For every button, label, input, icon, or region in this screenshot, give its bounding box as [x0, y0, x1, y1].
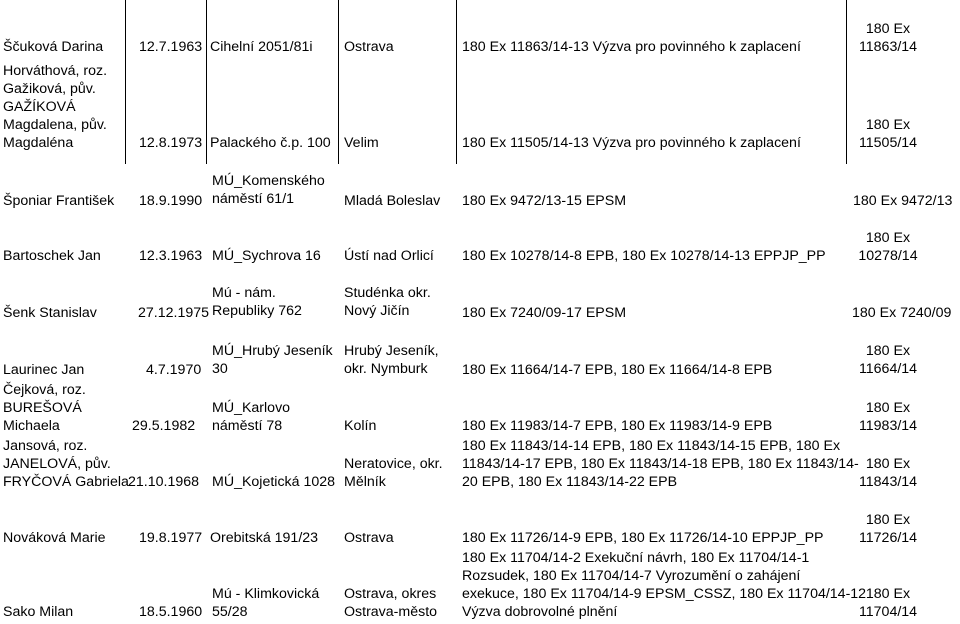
- ref-cell-line: 180 Ex: [865, 230, 911, 246]
- name-cell-line: Horváthová, roz.: [3, 63, 108, 79]
- address-cell-line: náměstí 78: [212, 418, 283, 434]
- name-cell-line: Magdaléna: [3, 135, 74, 151]
- name-cell-line: JANELOVÁ, pův.: [3, 456, 111, 472]
- file-cell: 180 Ex 11983/14-7 EPB, 180 Ex 11983/14-9 EPB: [462, 418, 773, 434]
- city-cell: Mladá Boleslav: [344, 193, 441, 209]
- date-cell: 4.7.1970: [146, 362, 202, 378]
- date-cell: 18.9.1990: [139, 193, 203, 209]
- address-cell-line: MÚ_Komenského: [212, 173, 325, 189]
- file-cell: 180 Ex 9472/13-15 EPSM: [462, 193, 627, 209]
- city-cell-line: Neratovice, okr.: [344, 456, 443, 472]
- name-cell-line: GAŽÍKOVÁ: [3, 99, 76, 115]
- ref-cell: 180 Ex 9472/13: [853, 193, 953, 209]
- city-cell-line: Mělník: [344, 474, 386, 490]
- ref-cell-line: 180 Ex: [865, 512, 911, 528]
- date-cell: 18.5.1960: [139, 604, 203, 620]
- file-cell-line: Výzva dobrovolné plnění: [462, 604, 618, 620]
- ref-cell-line: 11704/14: [858, 604, 918, 620]
- address-cell: Cihelní 2051/81i: [210, 39, 313, 55]
- file-cell: 180 Ex 7240/09-17 EPSM: [462, 305, 627, 321]
- ref-cell-line: 11983/14: [858, 418, 918, 434]
- address-cell-line: náměstí 61/1: [212, 191, 295, 207]
- name-cell: Šponiar František: [3, 193, 115, 209]
- city-cell-line: Studénka okr.: [344, 285, 431, 301]
- city-cell: Velim: [344, 135, 379, 151]
- date-cell: 27.12.1975: [138, 305, 210, 321]
- address-cell-line: MÚ_Karlovo: [212, 400, 291, 416]
- ref-cell-line: 180 Ex: [865, 586, 911, 602]
- ref-cell-line: 180 Ex: [865, 117, 911, 133]
- name-cell: Šenk Stanislav: [3, 305, 97, 321]
- file-cell-line: Rozsudek, 180 Ex 11704/14-7 Vyrozumění o zahájení: [462, 568, 801, 584]
- address-cell-line: Republiky 762: [212, 303, 302, 319]
- city-cell-line: okr. Nymburk: [344, 361, 428, 377]
- date-cell: 12.8.1973: [139, 135, 203, 151]
- ref-cell: 180 Ex 7240/09: [852, 305, 952, 321]
- file-cell-line: 11843/14-17 EPB, 180 Ex 11843/14-18 EPB, 180 Ex 11843/14-: [462, 456, 859, 472]
- name-cell: Sako Milan: [3, 604, 74, 620]
- ref-cell-line: 180 Ex: [865, 456, 911, 472]
- name-cell-line: FRYČOVÁ Gabriela: [3, 474, 129, 490]
- address-cell: Palackého č.p. 100: [210, 135, 331, 151]
- column-divider: [206, 0, 207, 164]
- ref-cell-line: 11726/14: [858, 530, 918, 546]
- file-cell: 180 Ex 11664/14-7 EPB, 180 Ex 11664/14-8 EPB: [462, 362, 773, 378]
- address-cell-line: Mú - nám.: [212, 285, 276, 301]
- date-cell: 12.7.1963: [139, 39, 203, 55]
- file-cell-line: 20 EPB, 180 Ex 11843/14-22 EPB: [462, 474, 678, 490]
- name-cell: Ščuková Darina: [3, 39, 104, 55]
- file-cell: 180 Ex 11726/14-9 EPB, 180 Ex 11726/14-10 EPPJP_PP: [462, 530, 824, 546]
- file-cell-line: 180 Ex 11704/14-2 Exekuční návrh, 180 Ex 11704/14-1: [462, 550, 810, 566]
- date-cell: 21.10.1968: [128, 474, 200, 490]
- file-cell: 180 Ex 11863/14-13 Výzva pro povinného k zaplacení: [462, 39, 801, 55]
- name-cell: Nováková Marie: [3, 530, 106, 546]
- name-cell-line: BUREŠOVÁ: [3, 400, 82, 416]
- name-cell-line: Čejková, roz.: [3, 382, 86, 398]
- name-cell: Bartoschek Jan: [3, 248, 101, 264]
- address-cell-line: 55/28: [212, 604, 248, 620]
- city-cell-line: Ostrava, okres: [344, 586, 437, 602]
- city-cell: Ústí nad Orlicí: [344, 248, 434, 264]
- name-cell-line: Jansová, roz.: [3, 438, 88, 454]
- ref-cell-line: 11863/14: [858, 39, 918, 55]
- file-cell: 180 Ex 11505/14-13 Výzva pro povinného k zaplacení: [462, 135, 801, 151]
- name-cell-line: Gažiková, pův.: [3, 81, 96, 97]
- address-cell: Orebitská 191/23: [210, 530, 319, 546]
- file-cell-line: exekuce, 180 Ex 11704/14-9 EPSM_CSSZ, 180 Ex 11704/14-12: [462, 586, 867, 602]
- address-cell-line: 30: [212, 361, 228, 377]
- column-divider: [456, 0, 457, 164]
- ref-cell-line: 11505/14: [858, 135, 918, 151]
- address-cell: MÚ_Sychrova 16: [212, 248, 321, 264]
- ref-cell-line: 11664/14: [858, 361, 918, 377]
- date-cell: 19.8.1977: [139, 530, 203, 546]
- ref-cell-line: 180 Ex: [865, 343, 911, 359]
- city-cell: Ostrava: [344, 39, 394, 55]
- city-cell-line: Hrubý Jeseník,: [344, 343, 439, 359]
- address-cell: MÚ_Kojetická 1028: [212, 474, 336, 490]
- file-cell: 180 Ex 10278/14-8 EPB, 180 Ex 10278/14-13 EPPJP_PP: [462, 248, 826, 264]
- date-cell: 29.5.1982: [132, 418, 196, 434]
- name-cell-line: Michaela: [3, 418, 60, 434]
- column-divider: [338, 0, 339, 164]
- address-cell-line: Mú - Klimkovická: [212, 586, 320, 602]
- ref-cell-line: 180 Ex: [865, 21, 911, 37]
- ref-cell-line: 10278/14: [858, 248, 918, 264]
- city-cell: Kolín: [344, 418, 377, 434]
- ref-cell-line: 180 Ex: [865, 400, 911, 416]
- address-cell-line: MÚ_Hrubý Jeseník: [212, 343, 333, 359]
- name-cell: Laurinec Jan: [3, 362, 85, 378]
- date-cell: 12.3.1963: [139, 248, 203, 264]
- city-cell-line: Nový Jičín: [344, 303, 410, 319]
- city-cell-line: Ostrava-město: [344, 604, 438, 620]
- file-cell-line: 180 Ex 11843/14-14 EPB, 180 Ex 11843/14-15 EPB, 180 Ex: [462, 438, 841, 454]
- city-cell: Ostrava: [344, 530, 394, 546]
- name-cell-line: Magdalena, pův.: [3, 117, 107, 133]
- ref-cell-line: 11843/14: [858, 474, 918, 490]
- column-divider: [125, 0, 126, 164]
